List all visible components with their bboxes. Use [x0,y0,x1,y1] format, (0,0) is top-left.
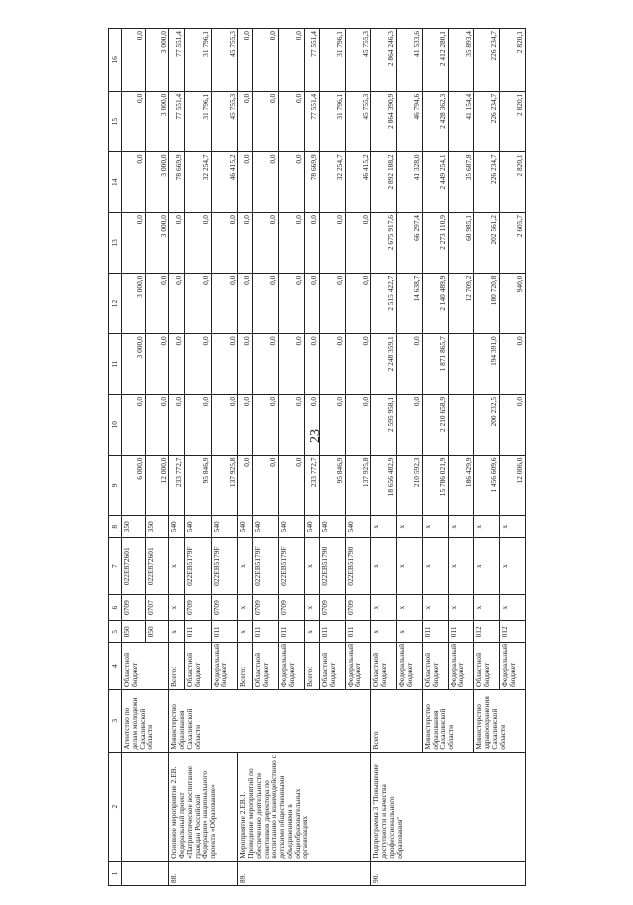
cell: 2 515 422,7 [371,273,397,334]
cell: 2 595 958,1 [371,394,397,455]
cell: 011 [184,621,211,643]
cell: x [304,621,319,643]
col-header: 13 [109,213,122,274]
cell: 0,0 [345,334,371,395]
cell: 012 [474,621,500,643]
cell: 011 [253,621,279,643]
cell: x [448,538,474,595]
cell: 0,0 [319,273,345,334]
cell: 14 638,7 [397,273,423,334]
cell: 050 [122,621,146,643]
cell: 0,0 [122,152,146,213]
cell: 022EB51790 [319,538,345,595]
cell: 0,0 [184,334,211,395]
cell: 0,0 [397,334,423,395]
org-cell: Министерство здравоохранения Сахалинской области [474,689,526,752]
cell: 45 755,3 [345,91,371,152]
cell: 022EB5179F [184,538,211,595]
cell: 2 864 390,9 [371,91,397,152]
cell: 2 605,7 [500,213,526,274]
cell: x [474,538,500,595]
cell: x [474,516,500,538]
cell: 0,0 [238,152,253,213]
cell: x [397,516,423,538]
cell: 0,0 [145,334,169,395]
source-cell: Федеральный бюджет [397,643,423,689]
cell: x [238,594,253,620]
cell: 78 669,9 [169,152,185,213]
cell: 77 551,4 [169,29,185,92]
cell: x [169,621,185,643]
table-row [371,29,397,886]
cell: 0,0 [253,394,279,455]
cell: 46 415,2 [211,152,238,213]
source-cell: Областной бюджет [184,643,211,689]
cell: 0,0 [319,334,345,395]
cell: 022E872601 [145,538,169,595]
col-header: 6 [109,594,122,620]
cell: 2 820,1 [500,29,526,92]
budget-table [108,28,526,886]
cell: 0,0 [253,334,279,395]
table-row [238,29,253,886]
col-header: 14 [109,152,122,213]
cell [448,334,474,395]
cell: 050 [145,621,169,643]
cell: 011 [279,621,305,643]
cell: 31 796,1 [184,91,211,152]
cell: 2 675 917,6 [371,213,397,274]
cell: 3 000,0 [145,91,169,152]
cell: 0,0 [238,334,253,395]
cell: x [422,594,448,620]
cell: 0,0 [345,273,371,334]
col-header: 16 [109,29,122,92]
cell: 540 [304,516,319,538]
cell: 31 796,1 [319,29,345,92]
col-header: 5 [109,621,122,643]
cell: 0,0 [211,334,238,395]
cell: 0,0 [184,394,211,455]
cell: 3 000,0 [122,273,146,334]
cell: 2 449 254,1 [422,152,448,213]
source-cell: Всего: [169,643,185,689]
cell: 1 871 865,7 [422,334,448,395]
cell: 0709 [345,594,371,620]
cell: 35 687,8 [448,152,474,213]
cell: 0709 [184,594,211,620]
cell: x [422,516,448,538]
cell: 0,0 [211,273,238,334]
cell: 0,0 [238,29,253,92]
cell: x [371,594,397,620]
cell: 12 000,0 [145,455,169,516]
cell: 0,0 [238,91,253,152]
cell: 0,0 [500,334,526,395]
cell: x [397,621,423,643]
row-num-cell: 89. [238,861,371,885]
cell: 0,0 [253,213,279,274]
cell: 011 [211,621,238,643]
cell: 0,0 [319,394,345,455]
cell: 45 755,3 [211,91,238,152]
cell: 540 [319,516,345,538]
cell: 0,0 [122,213,146,274]
cell: 0,0 [122,394,146,455]
cell: 350 [122,516,146,538]
cell: 46 794,6 [397,91,423,152]
cell: 77 551,4 [169,91,185,152]
cell: 32 254,7 [319,152,345,213]
cell: 0,0 [304,273,319,334]
source-cell: Областной бюджет [253,643,279,689]
cell: x [169,594,185,620]
cell: x [169,538,185,595]
cell: 2 428 362,3 [422,91,448,152]
cell: 0,0 [238,213,253,274]
cell: 31 796,1 [319,91,345,152]
column-number-row [109,29,122,886]
cell: 0,0 [169,213,185,274]
cell: 46 415,2 [345,152,371,213]
cell: 137 925,8 [211,455,238,516]
source-cell: Федеральный бюджет [345,643,371,689]
cell: x [371,621,397,643]
cell: 012 [500,621,526,643]
cell: 0,0 [184,273,211,334]
col-header: 10 [109,394,122,455]
cell: 022EB5179F [279,538,305,595]
cell: 200 232,5 [474,394,500,455]
cell: 210 592,3 [397,455,423,516]
org-cell: Всего [371,689,423,752]
cell: 0,0 [211,394,238,455]
cell: 011 [448,621,474,643]
cell: x [238,621,253,643]
cell: 022E872601 [122,538,146,595]
cell: x [304,538,319,595]
cell: 0,0 [397,394,423,455]
cell: 0,0 [169,334,185,395]
cell: 2 820,1 [500,152,526,213]
cell: 77 551,4 [304,29,319,92]
cell: x [474,594,500,620]
cell: 0,0 [279,29,305,92]
cell: 2 248 359,1 [371,334,397,395]
cell: 0,0 [122,91,146,152]
cell: 233 772,7 [304,455,319,516]
cell: 2 412 280,1 [422,29,448,92]
cell: x [238,538,253,595]
cell: 2 820,1 [500,91,526,152]
cell: 0,0 [253,455,279,516]
event-name-cell [122,752,169,861]
cell: 0,0 [279,394,305,455]
cell: 60 985,1 [448,213,474,274]
cell: 12 709,2 [448,273,474,334]
cell: 350 [145,516,169,538]
source-cell: Федеральный бюджет [500,643,526,689]
cell: 194 391,0 [474,334,500,395]
cell: 6 000,0 [122,455,146,516]
cell: 226 234,7 [474,152,500,213]
source-cell: Областной бюджет [319,643,345,689]
cell: 31 796,1 [184,29,211,92]
source-cell: Областной бюджет [122,643,169,689]
cell: 0,0 [238,455,253,516]
cell: x [371,538,397,595]
cell: 2 892 188,2 [371,152,397,213]
cell: 95 846,9 [319,455,345,516]
col-header: 3 [109,689,122,752]
org-cell: Министерство образования Сахалинской области [169,689,371,752]
rotated-table-container [108,28,526,886]
cell: 0,0 [279,152,305,213]
cell: 12 006,0 [500,455,526,516]
cell: 3 000,0 [122,334,146,395]
cell: 3 000,0 [145,29,169,92]
cell: 0,0 [279,334,305,395]
cell: 41 328,0 [397,152,423,213]
cell: x [448,516,474,538]
cell: 0,0 [238,273,253,334]
source-cell: Областной бюджет [422,643,448,689]
cell: 0709 [253,594,279,620]
cell: 011 [345,621,371,643]
cell: 540 [345,516,371,538]
cell: 95 846,9 [184,455,211,516]
col-header: 7 [109,538,122,595]
cell: 180 720,8 [474,273,500,334]
cell: 0,0 [279,455,305,516]
cell: 0,0 [169,394,185,455]
cell: 022EB51790 [345,538,371,595]
page-number: 23 [308,429,323,443]
cell: 011 [319,621,345,643]
source-cell: Областной бюджет [371,643,397,689]
cell: 78 669,9 [304,152,319,213]
cell: 137 925,8 [345,455,371,516]
col-header: 15 [109,91,122,152]
cell: 0,0 [238,394,253,455]
event-name-cell: Основное мероприятие 2.ЕВ. Федеральный проект «Патриотическое воспитание граждан Российской Федерации» национального проекта «Образование» [169,752,238,861]
cell: x [422,538,448,595]
cell: 32 254,7 [184,152,211,213]
cell: x [500,516,526,538]
cell: 66 297,4 [397,213,423,274]
cell: 3 000,0 [145,152,169,213]
cell: 226 234,7 [474,29,500,92]
cell: 0,0 [253,91,279,152]
row-num-cell [122,861,169,885]
cell: 011 [422,621,448,643]
table-row [122,29,146,886]
cell: 0,0 [184,213,211,274]
cell: 0709 [319,594,345,620]
cell: 2 210 658,9 [422,394,448,455]
cell: 2 140 489,9 [422,273,448,334]
cell: 0,0 [345,213,371,274]
cell: 77 551,4 [304,91,319,152]
cell: 1 456 609,6 [474,455,500,516]
cell: 0,0 [304,394,319,455]
col-header: 11 [109,334,122,395]
cell [448,394,474,455]
cell: x [304,594,319,620]
cell: 226 234,7 [474,91,500,152]
source-cell: Областной бюджет [474,643,500,689]
table-row [169,29,185,886]
source-cell: Всего: [304,643,319,689]
cell: 0,0 [253,29,279,92]
cell: 540 [238,516,253,538]
event-name-cell: Мероприятие 2.ЕВ.1. Проведение мероприятий по обеспечению деятельности советников директора по воспитанию и взаимодействию с детскими общественными объединениями в общеобразовательных организациях [238,752,371,861]
cell: 18 656 482,9 [371,455,397,516]
cell: 0,0 [304,334,319,395]
cell: 940,0 [500,273,526,334]
cell: 0,0 [304,213,319,274]
col-header: 2 [109,752,122,861]
cell: x [397,594,423,620]
cell: 0709 [122,594,146,620]
cell: 2 273 110,9 [422,213,448,274]
col-header: 4 [109,643,122,689]
cell: 0,0 [500,394,526,455]
cell: 540 [279,516,305,538]
source-cell: Федеральный бюджет [448,643,474,689]
org-cell: Министерство образования Сахалинской области [422,689,474,752]
source-cell: Всего: [238,643,253,689]
cell: 233 772,7 [169,455,185,516]
cell: 41 533,6 [397,29,423,92]
cell: 0709 [211,594,238,620]
cell: x [500,594,526,620]
cell: 186 429,9 [448,455,474,516]
cell: 45 755,3 [211,29,238,92]
cell: 540 [253,516,279,538]
cell: 15 786 021,9 [422,455,448,516]
cell: 0707 [145,594,169,620]
col-header: 9 [109,455,122,516]
cell: 0,0 [319,213,345,274]
row-num-cell: 88. [169,861,238,885]
cell: 0,0 [211,213,238,274]
row-num-cell: 90. [371,861,526,885]
org-cell: Агентство по делам молодежи Сахалинской области [122,689,169,752]
event-name-cell: Подпрограмма 3 "Повышение доступности и качества профессионального образования" [371,752,526,861]
cell: 540 [184,516,211,538]
cell: 3 000,0 [145,213,169,274]
cell: 0,0 [169,273,185,334]
cell: 35 893,4 [448,29,474,92]
cell: 202 561,2 [474,213,500,274]
col-header: 1 [109,861,122,885]
cell: 0,0 [145,394,169,455]
cell: 0,0 [253,152,279,213]
cell: 540 [211,516,238,538]
cell: 2 864 246,3 [371,29,397,92]
cell: 0,0 [145,273,169,334]
cell: 0,0 [279,273,305,334]
cell: x [371,516,397,538]
source-cell: Федеральный бюджет [279,643,305,689]
cell: 0,0 [345,394,371,455]
col-header: 12 [109,273,122,334]
cell: 41 154,4 [448,91,474,152]
cell: 022EB5179F [211,538,238,595]
source-cell: Федеральный бюджет [211,643,238,689]
cell: 540 [169,516,185,538]
cell: 0709 [279,594,305,620]
cell: 0,0 [253,273,279,334]
cell: 022EB5179F [253,538,279,595]
cell: 0,0 [279,213,305,274]
cell: 0,0 [122,29,146,92]
cell: 0,0 [279,91,305,152]
col-header: 8 [109,516,122,538]
cell: x [500,538,526,595]
cell: x [397,538,423,595]
cell: 45 755,3 [345,29,371,92]
cell: x [448,594,474,620]
